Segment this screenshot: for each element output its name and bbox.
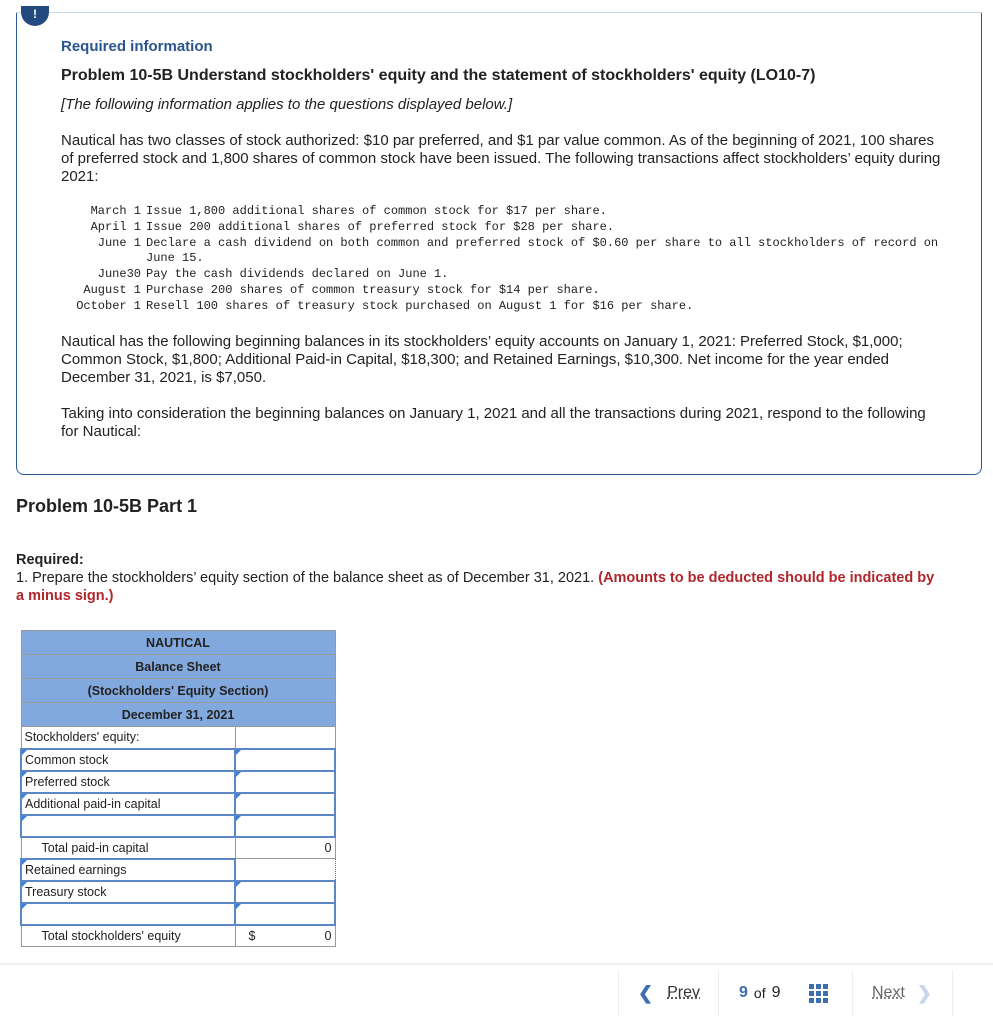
transaction-row xyxy=(61,267,941,283)
amount-input[interactable] xyxy=(235,749,335,771)
account-select[interactable] xyxy=(21,815,235,837)
transaction-text: Purchase 200 shares of common treasury stock for $14 per share. xyxy=(146,282,600,297)
transaction-row xyxy=(61,220,941,236)
amount-input[interactable] xyxy=(235,859,335,881)
info-note: [The following information applies to the questions displayed below.] xyxy=(61,96,513,113)
problem-title: Problem 10-5B Understand stockholders' equity and the statement of stockholders' equity (LO10-7) xyxy=(61,67,816,84)
total-equity-cell xyxy=(235,925,335,947)
info-paragraph: Taking into consideration the beginning balances on January 1, 2021 and all the transactions during 2021, respond to the following for Nautical: xyxy=(61,404,926,440)
of-label: of xyxy=(753,985,766,1001)
total-equity-value: 0 xyxy=(324,928,332,943)
account-select[interactable]: Retained earnings xyxy=(21,859,235,881)
transaction-row xyxy=(61,204,941,220)
transaction-row xyxy=(61,299,941,315)
chevron-right-icon: ❯ xyxy=(916,982,932,1003)
header-company: NAUTICAL xyxy=(21,631,335,655)
current-page: 9 xyxy=(739,984,748,1001)
total-equity-label: Total stockholders' equity xyxy=(21,925,235,947)
grid-icon[interactable] xyxy=(809,984,828,1003)
next-button[interactable] xyxy=(872,970,932,1016)
total-pages: 9 xyxy=(771,984,781,1001)
transaction-text: Resell 100 shares of treasury stock purchased on August 1 for $16 per share. xyxy=(146,298,694,313)
footer-divider xyxy=(0,963,993,965)
next-label: Next xyxy=(872,984,905,1001)
required-emphasis: (Amounts to be deducted should be indicated by a minus sign.) xyxy=(16,570,935,604)
section-label: Stockholders' equity: xyxy=(21,727,235,749)
transaction-text: Pay the cash dividends declared on June 1. xyxy=(146,267,449,282)
prev-label: Prev xyxy=(667,984,700,1001)
amount-input[interactable] xyxy=(235,793,335,815)
amount-input[interactable] xyxy=(235,771,335,793)
required-instructions xyxy=(16,551,946,605)
part-title: Problem 10-5B Part 1 xyxy=(16,496,198,516)
currency-symbol: $ xyxy=(248,928,256,943)
required-info-label: Required information xyxy=(61,38,213,55)
required-label: Required: xyxy=(16,552,84,568)
amount-input[interactable] xyxy=(235,903,335,925)
amount-input[interactable] xyxy=(235,815,335,837)
required-information-box xyxy=(16,7,982,475)
transaction-text: Issue 200 additional shares of preferred stock for $28 per share. xyxy=(146,219,615,234)
transaction-text: Issue 1,800 additional shares of common stock for $17 per share. xyxy=(146,204,607,218)
transaction-row xyxy=(61,236,941,268)
transaction-date: April 1 xyxy=(90,219,141,234)
header-date: December 31, 2021 xyxy=(21,703,335,727)
transaction-date: October 1 xyxy=(76,298,141,313)
prev-button[interactable] xyxy=(638,970,700,1016)
transaction-row xyxy=(61,283,941,299)
transaction-text: Declare a cash dividend on both common and preferred stock of $0.60 per share to all stockholders of record on June 15. xyxy=(146,235,939,266)
info-paragraph: Nautical has the following beginning balances in its stockholders’ equity accounts on January 1, 2021: Preferred Stock, $1,000; Common Stock, $1,800; Additional Paid-in Capital, $18,300; and Retained Earnings, $10,300. Net income for the year ended December 31, 2021, is $7,050. xyxy=(61,332,903,386)
info-paragraph: Nautical has two classes of stock authorized: $10 par preferred, and $1 par value common. As of the beginning of 2021, 100 shares of preferred stock and 1,800 shares of common stock have been issued. The following transactions affect stockholders’ equity during 2021: xyxy=(61,132,941,185)
total-paid-in-label: Total paid-in capital xyxy=(21,837,235,859)
required-text: 1. Prepare the stockholders’ equity section of the balance sheet as of December 31, 2021. xyxy=(16,570,595,586)
amount-input[interactable] xyxy=(235,881,335,903)
account-select[interactable]: Common stock xyxy=(21,749,235,771)
transaction-date: March 1 xyxy=(90,204,141,218)
page-indicator[interactable] xyxy=(739,970,828,1016)
alert-icon: ! xyxy=(21,6,49,26)
transaction-date: June 1 xyxy=(97,235,141,250)
header-statement: Balance Sheet xyxy=(21,655,335,679)
total-paid-in-value: 0 xyxy=(235,837,335,859)
header-section: (Stockholders' Equity Section) xyxy=(21,679,335,703)
account-select[interactable]: Treasury stock xyxy=(21,881,235,903)
transaction-date: August 1 xyxy=(83,282,141,297)
account-select[interactable]: Additional paid-in capital xyxy=(21,793,235,815)
chevron-left-icon: ❮ xyxy=(638,982,654,1003)
transactions-list xyxy=(61,204,941,315)
balance-sheet-table xyxy=(20,630,336,947)
account-select[interactable] xyxy=(21,903,235,925)
transaction-date: June30 xyxy=(97,267,141,282)
account-select[interactable]: Preferred stock xyxy=(21,771,235,793)
